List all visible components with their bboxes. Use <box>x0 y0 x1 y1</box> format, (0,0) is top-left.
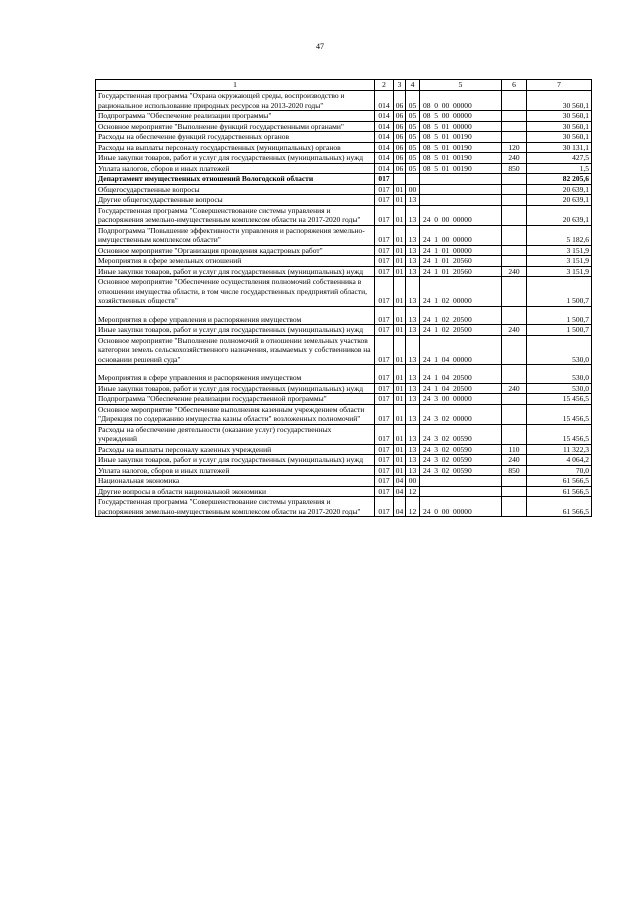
row-rz-cell: 01 <box>394 325 406 336</box>
row-vr-cell <box>502 121 527 132</box>
row-csr-cell: 24 1 01 20560 <box>420 266 502 277</box>
table-row <box>96 383 592 394</box>
row-amount-cell: 61 566,5 <box>527 476 592 487</box>
row-vr-cell <box>502 111 527 122</box>
row-csr-cell: 24 0 00 00000 <box>420 497 502 517</box>
row-name-cell: Иные закупки товаров, работ и услуг для государственных (муниципальных) нужд <box>96 266 375 277</box>
row-csr-cell: 24 1 02 20500 <box>420 306 502 325</box>
row-grbs-cell: 017 <box>375 335 394 365</box>
row-rz-cell: 01 <box>394 306 406 325</box>
row-grbs-cell: 017 <box>375 455 394 466</box>
row-grbs-cell: 017 <box>375 465 394 476</box>
row-rz-cell: 01 <box>394 195 406 206</box>
header-row <box>96 80 592 91</box>
row-grbs-cell: 014 <box>375 91 394 111</box>
table-row <box>96 132 592 143</box>
row-name-cell: Мероприятия в сфере земельных отношений <box>96 256 375 267</box>
row-csr-cell: 24 1 02 20500 <box>420 325 502 336</box>
table-row <box>96 245 592 256</box>
row-rz-cell: 01 <box>394 455 406 466</box>
row-rz-cell: 06 <box>394 132 406 143</box>
row-name-cell: Департамент имущественных отношений Вологодской области <box>96 174 375 185</box>
row-pr-cell: 05 <box>406 153 420 164</box>
row-rz-cell: 01 <box>394 444 406 455</box>
row-pr-cell: 13 <box>406 455 420 466</box>
row-amount-cell: 15 456,5 <box>527 394 592 405</box>
table-row <box>96 465 592 476</box>
row-pr-cell: 12 <box>406 497 420 517</box>
row-amount-cell: 4 064,2 <box>527 455 592 466</box>
row-amount-cell: 30 560,1 <box>527 111 592 122</box>
row-vr-cell <box>502 225 527 245</box>
row-vr-cell <box>502 404 527 424</box>
row-name-cell: Подпрограмма "Обеспечение реализации программы" <box>96 111 375 122</box>
row-csr-cell: 24 1 01 00000 <box>420 245 502 256</box>
row-amount-cell: 20 639,1 <box>527 184 592 195</box>
table-row <box>96 497 592 517</box>
table-row <box>96 266 592 277</box>
row-csr-cell: 24 1 02 00000 <box>420 277 502 307</box>
row-rz-cell: 01 <box>394 266 406 277</box>
table-row <box>96 205 592 225</box>
row-grbs-cell: 014 <box>375 163 394 174</box>
row-vr-cell <box>502 306 527 325</box>
row-vr-cell <box>502 132 527 143</box>
col-header-name: 1 <box>96 80 375 91</box>
row-rz-cell: 01 <box>394 383 406 394</box>
row-name-cell: Расходы на выплаты персоналу государственных (муниципальных) органов <box>96 142 375 153</box>
row-amount-cell: 30 560,1 <box>527 121 592 132</box>
row-name-cell: Подпрограмма "Повышение эффективности управления и распоряжения земельно-имущественным комплексом области" <box>96 225 375 245</box>
row-grbs-cell: 017 <box>375 277 394 307</box>
row-grbs-cell: 017 <box>375 497 394 517</box>
row-vr-cell <box>502 245 527 256</box>
row-rz-cell: 06 <box>394 91 406 111</box>
row-csr-cell <box>420 195 502 206</box>
row-csr-cell <box>420 476 502 487</box>
row-vr-cell <box>502 497 527 517</box>
row-pr-cell: 13 <box>406 383 420 394</box>
row-grbs-cell: 014 <box>375 142 394 153</box>
row-csr-cell: 08 5 01 00190 <box>420 142 502 153</box>
table-row <box>96 142 592 153</box>
table-row <box>96 476 592 487</box>
row-name-cell: Национальная экономика <box>96 476 375 487</box>
row-amount-cell: 30 560,1 <box>527 91 592 111</box>
table-row <box>96 174 592 185</box>
row-grbs-cell: 017 <box>375 225 394 245</box>
table-row <box>96 153 592 164</box>
row-pr-cell: 13 <box>406 277 420 307</box>
row-vr-cell: 240 <box>502 153 527 164</box>
row-vr-cell <box>502 424 527 444</box>
row-amount-cell: 70,0 <box>527 465 592 476</box>
row-name-cell: Расходы на выплаты персоналу казенных учреждений <box>96 444 375 455</box>
col-header-csr: 5 <box>420 80 502 91</box>
row-pr-cell: 13 <box>406 365 420 384</box>
row-grbs-cell: 017 <box>375 266 394 277</box>
row-amount-cell: 1,5 <box>527 163 592 174</box>
row-rz-cell: 06 <box>394 153 406 164</box>
row-vr-cell: 850 <box>502 163 527 174</box>
row-amount-cell: 15 456,5 <box>527 404 592 424</box>
table-row <box>96 195 592 206</box>
table-row <box>96 163 592 174</box>
row-name-cell: Иные закупки товаров, работ и услуг для государственных (муниципальных) нужд <box>96 455 375 466</box>
row-vr-cell: 240 <box>502 266 527 277</box>
col-header-amount: 7 <box>527 80 592 91</box>
row-pr-cell: 13 <box>406 465 420 476</box>
row-name-cell: Расходы на обеспечение функций государственных органов <box>96 132 375 143</box>
row-rz-cell: 04 <box>394 497 406 517</box>
row-amount-cell: 11 322,3 <box>527 444 592 455</box>
row-amount-cell: 5 182,6 <box>527 225 592 245</box>
row-name-cell: Мероприятия в сфере управления и распоряжения имуществом <box>96 306 375 325</box>
row-amount-cell: 3 151,9 <box>527 266 592 277</box>
row-name-cell: Основное мероприятие "Обеспечение осуществления полномочий собственника в отношении имущества области, в том числе государственных предприятий области, хозяйственных обществ" <box>96 277 375 307</box>
row-name-cell: Государственная программа "Охрана окружающей среды, воспроизводство и рациональное использование природных ресурсов на 2013-2020 годы" <box>96 91 375 111</box>
row-amount-cell: 30 131,1 <box>527 142 592 153</box>
row-grbs-cell: 017 <box>375 394 394 405</box>
row-vr-cell: 120 <box>502 142 527 153</box>
row-vr-cell: 240 <box>502 325 527 336</box>
row-grbs-cell: 017 <box>375 306 394 325</box>
table-row <box>96 184 592 195</box>
row-amount-cell: 61 566,5 <box>527 497 592 517</box>
row-name-cell: Иные закупки товаров, работ и услуг для государственных (муниципальных) нужд <box>96 383 375 394</box>
row-csr-cell: 24 3 02 00590 <box>420 455 502 466</box>
row-csr-cell: 08 5 00 00000 <box>420 111 502 122</box>
row-grbs-cell: 017 <box>375 195 394 206</box>
row-name-cell: Государственная программа "Совершенствование системы управления и распоряжения земельно-имущественным комплексом области на 2017-2020 годы" <box>96 497 375 517</box>
row-grbs-cell: 017 <box>375 174 394 185</box>
row-rz-cell: 01 <box>394 394 406 405</box>
row-pr-cell: 05 <box>406 111 420 122</box>
row-csr-cell: 24 3 02 00590 <box>420 444 502 455</box>
row-grbs-cell: 014 <box>375 121 394 132</box>
row-vr-cell <box>502 174 527 185</box>
row-pr-cell <box>406 174 420 185</box>
row-vr-cell <box>502 277 527 307</box>
row-name-cell: Уплата налогов, сборов и иных платежей <box>96 465 375 476</box>
row-pr-cell: 13 <box>406 394 420 405</box>
row-rz-cell: 06 <box>394 142 406 153</box>
row-vr-cell: 240 <box>502 383 527 394</box>
row-csr-cell: 08 5 01 00000 <box>420 121 502 132</box>
row-name-cell: Расходы на обеспечение деятельности (оказание услуг) государственных учреждений <box>96 424 375 444</box>
row-rz-cell: 01 <box>394 256 406 267</box>
row-rz-cell: 01 <box>394 404 406 424</box>
row-csr-cell <box>420 174 502 185</box>
row-csr-cell: 24 3 02 00590 <box>420 465 502 476</box>
row-pr-cell: 13 <box>406 306 420 325</box>
table-row <box>96 111 592 122</box>
row-amount-cell: 530,0 <box>527 383 592 394</box>
row-amount-cell: 61 566,5 <box>527 486 592 497</box>
row-rz-cell: 01 <box>394 245 406 256</box>
row-amount-cell: 30 560,1 <box>527 132 592 143</box>
table-row <box>96 91 592 111</box>
row-csr-cell: 08 5 01 00190 <box>420 132 502 143</box>
row-amount-cell: 20 639,1 <box>527 205 592 225</box>
row-name-cell: Основное мероприятие "Выполнение полномочий в отношении земельных участков категории земель сельскохозяйственного назначения, изымаемых у собственников на основании решений суда" <box>96 335 375 365</box>
row-amount-cell: 427,5 <box>527 153 592 164</box>
table-row <box>96 444 592 455</box>
row-csr-cell: 24 1 00 00000 <box>420 225 502 245</box>
table-row <box>96 256 592 267</box>
row-rz-cell: 06 <box>394 111 406 122</box>
row-grbs-cell: 017 <box>375 205 394 225</box>
row-grbs-cell: 017 <box>375 383 394 394</box>
row-rz-cell: 01 <box>394 205 406 225</box>
row-csr-cell: 24 1 04 00000 <box>420 335 502 365</box>
page-number: 47 <box>316 42 324 51</box>
row-vr-cell <box>502 205 527 225</box>
row-pr-cell: 12 <box>406 486 420 497</box>
table-row <box>96 486 592 497</box>
table-row <box>96 394 592 405</box>
row-csr-cell: 24 3 02 00590 <box>420 424 502 444</box>
row-name-cell: Иные закупки товаров, работ и услуг для государственных (муниципальных) нужд <box>96 325 375 336</box>
row-vr-cell <box>502 394 527 405</box>
row-grbs-cell: 014 <box>375 111 394 122</box>
row-vr-cell <box>502 195 527 206</box>
row-grbs-cell: 017 <box>375 486 394 497</box>
row-pr-cell: 13 <box>406 225 420 245</box>
row-name-cell: Основное мероприятие "Выполнение функций государственными органами" <box>96 121 375 132</box>
row-vr-cell <box>502 335 527 365</box>
row-vr-cell <box>502 256 527 267</box>
col-header-pr: 4 <box>406 80 420 91</box>
row-amount-cell: 1 500,7 <box>527 306 592 325</box>
row-amount-cell: 3 151,9 <box>527 245 592 256</box>
row-pr-cell: 13 <box>406 444 420 455</box>
table-row <box>96 277 592 307</box>
row-csr-cell: 24 1 04 20500 <box>420 383 502 394</box>
row-name-cell: Государственная программа "Совершенствование системы управления и распоряжения земельно-имущественным комплексом области на 2017-2020 годы" <box>96 205 375 225</box>
table-row <box>96 325 592 336</box>
budget-table <box>95 79 592 517</box>
row-pr-cell: 05 <box>406 163 420 174</box>
table-row <box>96 365 592 384</box>
row-pr-cell: 13 <box>406 325 420 336</box>
row-rz-cell: 04 <box>394 476 406 487</box>
row-name-cell: Мероприятия в сфере управления и распоряжения имуществом <box>96 365 375 384</box>
row-grbs-cell: 017 <box>375 476 394 487</box>
row-pr-cell: 13 <box>406 266 420 277</box>
row-name-cell: Основное мероприятие "Организация проведения кадастровых работ" <box>96 245 375 256</box>
row-rz-cell: 01 <box>394 225 406 245</box>
row-rz-cell: 04 <box>394 486 406 497</box>
row-grbs-cell: 014 <box>375 132 394 143</box>
row-vr-cell <box>502 365 527 384</box>
row-grbs-cell: 014 <box>375 153 394 164</box>
row-pr-cell: 13 <box>406 195 420 206</box>
row-grbs-cell: 017 <box>375 245 394 256</box>
row-rz-cell: 06 <box>394 121 406 132</box>
row-grbs-cell: 017 <box>375 424 394 444</box>
row-vr-cell <box>502 184 527 195</box>
row-csr-cell: 24 3 00 00000 <box>420 394 502 405</box>
row-rz-cell: 01 <box>394 424 406 444</box>
row-vr-cell: 850 <box>502 465 527 476</box>
row-csr-cell: 24 1 01 20560 <box>420 256 502 267</box>
row-vr-cell: 240 <box>502 455 527 466</box>
row-rz-cell: 01 <box>394 465 406 476</box>
row-pr-cell: 05 <box>406 121 420 132</box>
table-row <box>96 335 592 365</box>
row-amount-cell: 15 456,5 <box>527 424 592 444</box>
col-header-vr: 6 <box>502 80 527 91</box>
row-amount-cell: 530,0 <box>527 335 592 365</box>
row-name-cell: Уплата налогов, сборов и иных платежей <box>96 163 375 174</box>
row-pr-cell: 05 <box>406 91 420 111</box>
table-row <box>96 306 592 325</box>
row-grbs-cell: 017 <box>375 365 394 384</box>
row-csr-cell: 08 5 01 00190 <box>420 153 502 164</box>
row-name-cell: Иные закупки товаров, работ и услуг для государственных (муниципальных) нужд <box>96 153 375 164</box>
table-row <box>96 424 592 444</box>
row-amount-cell: 3 151,9 <box>527 256 592 267</box>
row-grbs-cell: 017 <box>375 325 394 336</box>
row-grbs-cell: 017 <box>375 404 394 424</box>
row-csr-cell: 24 3 02 00000 <box>420 404 502 424</box>
row-amount-cell: 20 639,1 <box>527 195 592 206</box>
row-pr-cell: 13 <box>406 404 420 424</box>
table-row <box>96 455 592 466</box>
row-csr-cell: 08 0 00 00000 <box>420 91 502 111</box>
row-pr-cell: 13 <box>406 245 420 256</box>
row-name-cell: Подпрограмма "Обеспечение реализации государственной программы" <box>96 394 375 405</box>
row-amount-cell: 82 205,6 <box>527 174 592 185</box>
row-pr-cell: 13 <box>406 205 420 225</box>
table-row <box>96 225 592 245</box>
row-vr-cell: 110 <box>502 444 527 455</box>
row-pr-cell: 05 <box>406 142 420 153</box>
row-csr-cell: 24 1 04 20500 <box>420 365 502 384</box>
col-header-rz: 3 <box>394 80 406 91</box>
row-csr-cell: 08 5 01 00190 <box>420 163 502 174</box>
table-row <box>96 121 592 132</box>
row-pr-cell: 13 <box>406 424 420 444</box>
row-grbs-cell: 017 <box>375 444 394 455</box>
row-csr-cell: 24 0 00 00000 <box>420 205 502 225</box>
row-csr-cell <box>420 184 502 195</box>
row-csr-cell <box>420 486 502 497</box>
row-name-cell: Основное мероприятие "Обеспечение выполнения казенным учреждением области "Дирекция по содержанию имущества казны области" возложенных полномочий" <box>96 404 375 424</box>
row-rz-cell: 01 <box>394 365 406 384</box>
col-header-grbs: 2 <box>375 80 394 91</box>
row-rz-cell: 06 <box>394 163 406 174</box>
row-rz-cell: 01 <box>394 335 406 365</box>
row-vr-cell <box>502 91 527 111</box>
row-pr-cell: 00 <box>406 476 420 487</box>
row-name-cell: Другие вопросы в области национальной экономики <box>96 486 375 497</box>
row-name-cell: Общегосударственные вопросы <box>96 184 375 195</box>
row-pr-cell: 00 <box>406 184 420 195</box>
row-amount-cell: 1 500,7 <box>527 325 592 336</box>
row-rz-cell: 01 <box>394 277 406 307</box>
table-row <box>96 404 592 424</box>
row-pr-cell: 05 <box>406 132 420 143</box>
row-rz-cell: 01 <box>394 184 406 195</box>
row-pr-cell: 13 <box>406 256 420 267</box>
row-grbs-cell: 017 <box>375 184 394 195</box>
row-vr-cell <box>502 486 527 497</box>
row-name-cell: Другие общегосударственные вопросы <box>96 195 375 206</box>
row-pr-cell: 13 <box>406 335 420 365</box>
row-vr-cell <box>502 476 527 487</box>
row-rz-cell <box>394 174 406 185</box>
row-amount-cell: 1 500,7 <box>527 277 592 307</box>
row-amount-cell: 530,0 <box>527 365 592 384</box>
row-grbs-cell: 017 <box>375 256 394 267</box>
